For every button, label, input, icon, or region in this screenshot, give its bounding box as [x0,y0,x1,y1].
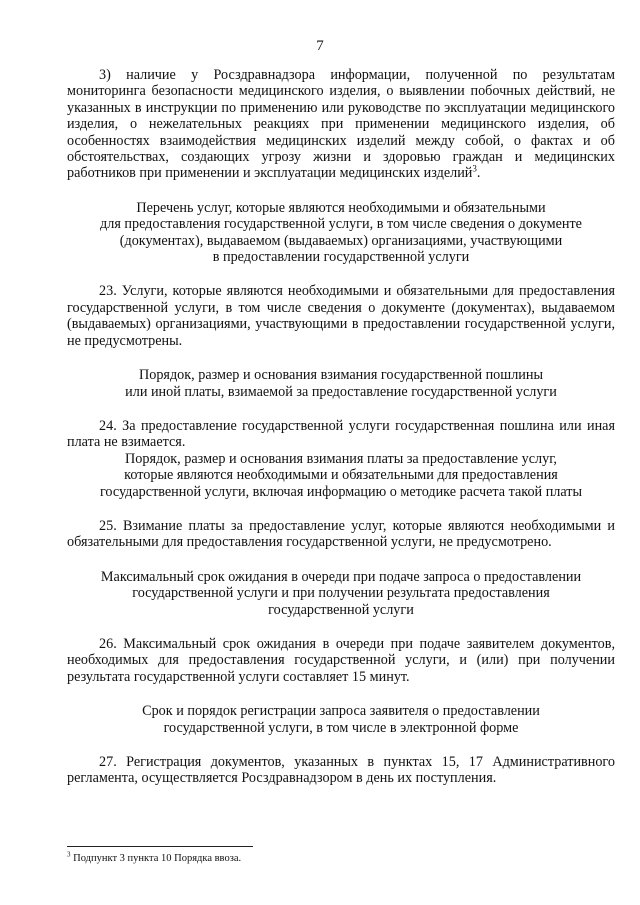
paragraph-item-27: 27. Регистрация документов, указанных в пунктах 15, 17 Административного регламента, осуществляется Росздравнадзором в день их поступления. [67,754,615,787]
heading-line: Порядок, размер и основания взимания платы за предоставление услуг, [125,450,557,467]
paragraph-item-24: 24. За предоставление государственной услуги государственная пошлина или иная плата не взимается. [67,417,615,451]
heading-line: Максимальный срок ожидания в очереди при подаче запроса о предоставлении [100,568,582,585]
section-heading-queue-time [67,569,615,618]
section-heading-fee-procedure [67,451,615,500]
paragraph-item-23: 23. Услуги, которые являются необходимыми и обязательными для предоставления государственной услуги, в том числе сведения о документе (документах), выдаваемом (выдаваемых) организациями, участвующими в предоставлении государственной услуги, не предусмотрены. [67,283,615,349]
heading-line: государственной услуги и при получении результата предоставления [132,585,550,602]
paragraph-item-3 [67,67,615,182]
heading-line: Порядок, размер и основания взимания государственной пошлины [138,367,543,384]
heading-line: государственной услуги, в том числе в электронной форме [163,719,519,736]
heading-line: государственной услуги [268,601,414,618]
item-3-end: . [476,165,481,182]
footnote-divider [67,846,253,847]
heading-line: государственной услуги, включая информацию о методике расчета такой платы [99,483,583,500]
paragraph-item-26: 26. Максимальный срок ожидания в очереди при подаче заявителем документов, необходимых для предоставления государственной услуги, и (или) при получении результата государственной услуги составляет 15 минут. [67,635,615,685]
footnote-text: Подпункт 3 пункта 10 Порядка ввоза. [73,853,242,864]
heading-line: Перечень услуг, которые являются необходимыми и обязательными [136,199,546,216]
heading-line: которые являются необходимыми и обязательными для предоставления [124,467,558,484]
section-heading-services-list [67,200,615,266]
footnote-ref-3[interactable]: 3 [472,163,477,174]
section-heading-registration [67,703,615,736]
heading-line: для предоставления государственной услуги, в том числе сведения о документе [100,216,582,233]
heading-line: Срок и порядок регистрации запроса заявителя о предоставлении [142,703,540,720]
item-3-text: 3) наличие у Росздравнадзора информации, полученной по результатам мониторинга безопасности медицинского изделия, о выявлении побочных действий, не указанных в инструкции по применению или руководстве по эксплуатации медицинского изделия, о нежелательных реакциях при применении медицинского изделия, об особенностях взаимодействия медицинских изделий между собой, о фактах и об обстоятельствах, создающих угрозу жизни и здоровью граждан и медицинских работников при применении и эксплуатации медицинских изделий [67,67,615,182]
heading-line: (документах), выдаваемом (выдаваемых) организациями, участвующими [119,232,563,249]
paragraph-item-25: 25. Взимание платы за предоставление услуг, которые являются необходимыми и обязательными для предоставления государственной услуги, не предусмотрено. [67,517,615,551]
page-number: 7 [316,38,324,54]
footnote [67,850,242,865]
section-heading-state-fee [67,367,615,400]
heading-line: в предоставлении государственной услуги [212,249,470,266]
document-body [67,67,615,787]
heading-line: или иной платы, взимаемой за предоставление государственной услуги [125,383,557,400]
footnote-number: 3 [67,850,71,859]
